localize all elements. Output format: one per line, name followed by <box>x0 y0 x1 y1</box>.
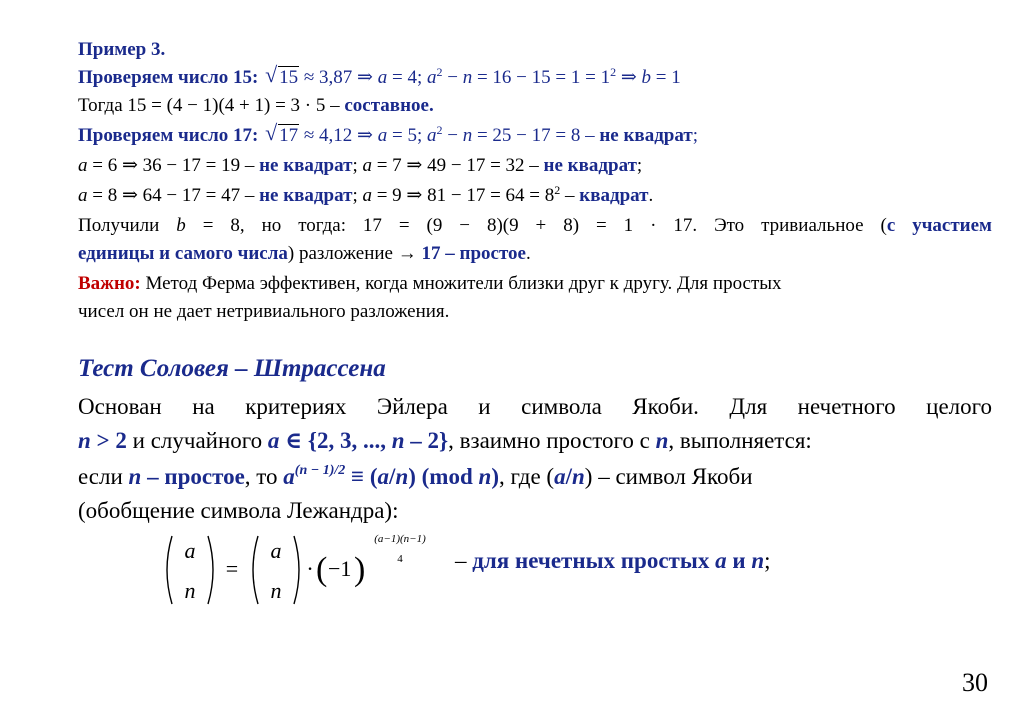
example-line-5: a = 8 ⇒ 64 − 17 = 47 – не квадрат; a = 9 ⇒ $81 - 17 = 64 = 8^2$ – квадрат. <box>78 183 654 206</box>
equals-sign: = <box>225 556 239 581</box>
frac2-den: n <box>270 578 282 603</box>
minus-one: −1 <box>328 556 352 581</box>
frac1-num: a <box>184 538 196 563</box>
formula-note: – для нечетных простых a и n; <box>455 548 771 573</box>
test-line-4: (обобщение символа Лежандра): <box>78 498 399 523</box>
frac1-den: n <box>184 578 196 603</box>
page-number: 30 <box>962 668 988 697</box>
frac2-num: a <box>270 538 282 563</box>
example-title: Пример 3. <box>78 39 166 60</box>
important-label: Важно: <box>78 273 141 294</box>
paren-close-3: ) <box>354 551 366 588</box>
exp-numerator: (a−1)(n−1) <box>374 533 426 545</box>
example-line-7: единицы и самого числа) разложение → 17 – простое. <box>78 243 531 264</box>
sqrt-17: √ 17 <box>265 120 299 146</box>
test-line-1: Основан на критериях Эйлера и символа Якоби. Для нечетного целого <box>78 394 992 419</box>
paren-open-3: ( <box>316 551 328 588</box>
paren-right-1 <box>208 536 213 604</box>
example-line-9: чисел он не дает нетривиального разложения. <box>78 301 450 322</box>
example-line-4: a = 6 ⇒ 36 − 17 = 19 – не квадрат; a = 7 ⇒ 49 − 17 = 32 – не квадрат; <box>78 155 643 176</box>
example-line-8: Важно: Метод Ферма эффективен, когда множители близки друг к другу. Для простых <box>78 273 782 294</box>
example-line-2: Тогда 15 = (4 − 1)(4 + 1) = 3 · 5 – составное. <box>78 95 434 116</box>
paren-left-2 <box>253 536 258 604</box>
check-15-heading: Проверяем число 15: <box>78 67 259 88</box>
exp-denominator: 4 <box>397 553 403 565</box>
composite-label: составное. <box>344 95 434 116</box>
example-line-1: Проверяем число 15: √ 15 ≈ 3,87 ⇒ a = 4; $a^2 - n = 16 - 15 = 1 = 1^2$ ⇒ b = 1 <box>78 62 681 88</box>
test-line-2: n > 2 и случайного a ∈ {2, 3, ..., n – 2}, взаимно простого с n, выполняется: <box>78 428 812 453</box>
sqrt-15: √ 15 <box>265 62 299 88</box>
example-line-3: Проверяем число 17: √ 17 ≈ 4,12 ⇒ a = 5; $a^2 - n = 25 - 17 = 8$ – не квадрат; <box>78 120 698 146</box>
section-title: Тест Соловея – Штрассена <box>78 355 386 382</box>
paren-left-1 <box>167 536 172 604</box>
test-line-3: если n – простое, то $a^{(n - 1)/2} \equiv (a/n)$ (mod n), где (a/n) – символ Якоби <box>78 463 753 489</box>
paren-right-2 <box>294 536 299 604</box>
check-17-heading: Проверяем число 17: <box>78 125 259 146</box>
dot-sign: · <box>306 556 314 581</box>
example-line-6: Получили b = 8, но тогда: 17 = (9 − 8)(9 + 8) = 1 · 17. Это тривиальное (с участием <box>78 215 992 236</box>
